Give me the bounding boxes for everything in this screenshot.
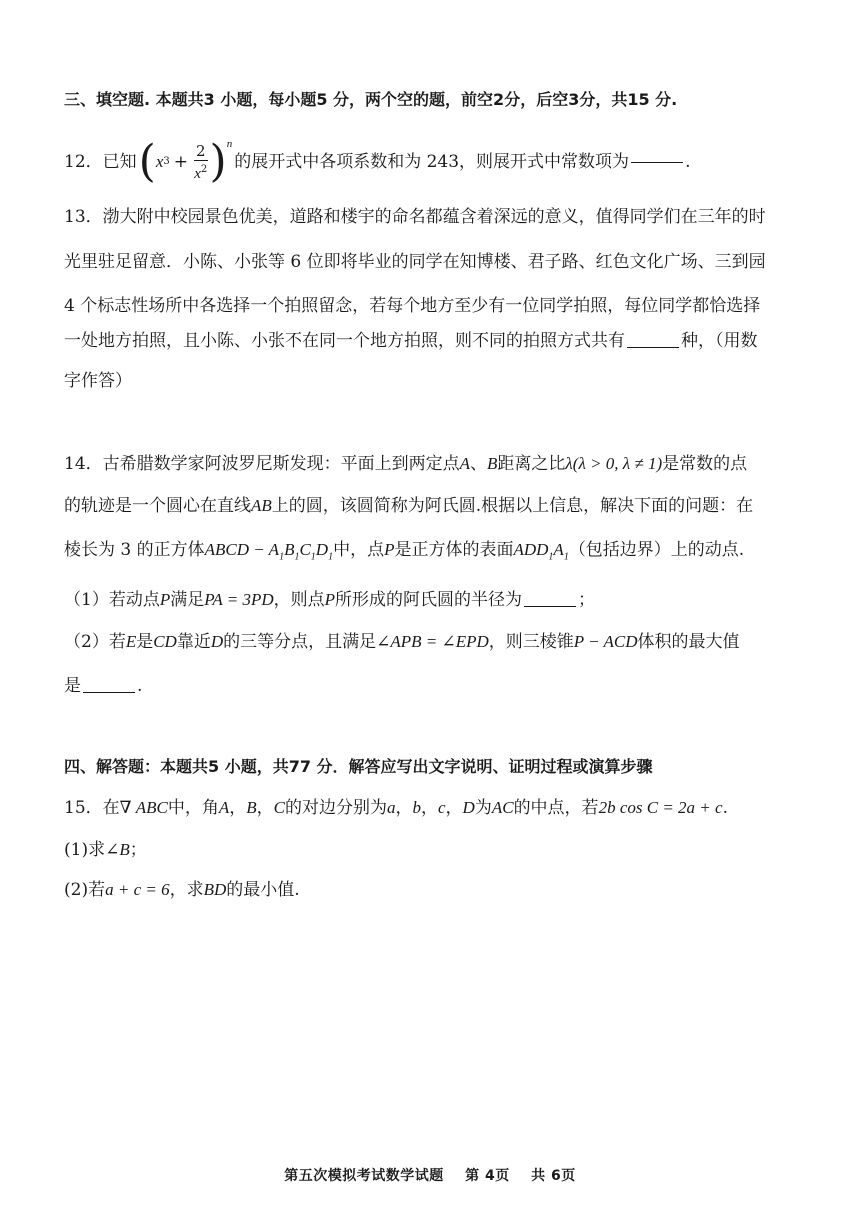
- q14-text: 上的圆，该圆简称为阿氏圆.根据以上信息，解决下面的问题：在: [271, 496, 754, 516]
- section-4-heading: 四、解答题：本题共5 小题，共77 分．解答应写出文字说明、证明过程或演算步骤: [64, 757, 653, 776]
- footer-title: 第五次模拟考试数学试题: [284, 1168, 444, 1184]
- question-13-line-4: [64, 329, 802, 353]
- side-a: a: [387, 798, 396, 817]
- formula-n: n: [226, 138, 233, 150]
- face-name: [513, 540, 569, 563]
- q15-text: 的对边分别为: [285, 798, 387, 818]
- q14-text: （1）若动点: [64, 590, 160, 610]
- q14-text: 靠近: [176, 632, 211, 652]
- q15-text: .: [722, 798, 728, 818]
- q14-text: 所形成的阿氏圆的半径为: [335, 590, 523, 610]
- segment-cd: CD: [153, 632, 177, 651]
- triangle-abc: ∇ ABC: [119, 798, 168, 817]
- comma: ，: [395, 798, 413, 818]
- q14-text: 14．古希腊数学家阿波罗尼斯发现：平面上到两定点: [64, 454, 460, 474]
- pa-equation: PA = 3PD: [204, 590, 274, 609]
- footer-page-total: 共 6页: [531, 1168, 576, 1184]
- question-13-line-4-post: 种，（用数: [681, 331, 758, 351]
- line-ab: AB: [251, 496, 272, 515]
- q14-text: ；: [578, 590, 596, 610]
- angle-a: A: [218, 798, 230, 817]
- comma: ，: [256, 798, 274, 818]
- question-13-line-5: 字作答）: [64, 371, 132, 391]
- binomial-formula: [138, 136, 233, 187]
- q14-text: ，则三棱锥: [488, 632, 574, 652]
- question-12-end: .: [685, 152, 691, 172]
- q14-text: 的三等分点，且满足: [223, 632, 377, 652]
- side-b: b: [412, 798, 421, 817]
- q15-text: (2)若: [64, 880, 106, 900]
- sub-1: 1: [563, 551, 569, 563]
- sub-1: 1: [294, 551, 300, 563]
- sub-1: 1: [328, 551, 334, 563]
- face-add: ADD: [513, 540, 549, 559]
- cosine-condition: 2b cos C = 2a + c: [598, 798, 723, 817]
- question-13-line-3: 4 个标志性场所中各选择一个拍照留念，若每个地方至少有一位同学拍照，每位同学都恰选择: [64, 296, 761, 316]
- question-14-line-1: [64, 452, 802, 476]
- section-3-heading: 三、填空题. 本题共3 小题，每小题5 分，两个空的题，前空2分，后空3分，共15 分.: [64, 90, 678, 109]
- q14-text: 是: [64, 676, 81, 696]
- point-d: D: [210, 632, 224, 651]
- angle-equation: ∠APB = ∠EPD: [376, 632, 489, 651]
- q14-text: .: [137, 676, 143, 696]
- lambda-condition: λ(λ > 0, λ ≠ 1): [565, 454, 663, 473]
- question-13-line-1: 13．渤大附中校园景色优美，道路和楼宇的命名都蕴含着深远的意义，值得同学们在三年的时: [64, 207, 766, 227]
- q15-text: ；: [129, 840, 147, 860]
- question-14-part-2-line-2: [64, 674, 802, 698]
- point-p: P: [384, 540, 395, 559]
- sub-1: 1: [548, 551, 554, 563]
- question-12-pre: 已知: [102, 152, 137, 172]
- q14-text: ，则点: [273, 590, 325, 610]
- sub-1: 1: [310, 551, 316, 563]
- footer-page-number: 第 4页: [465, 1168, 510, 1184]
- q15-text: 中，角: [167, 798, 219, 818]
- cube-d: D: [315, 540, 329, 559]
- q15-text: 15．在: [64, 798, 120, 818]
- q14-text: （2）若: [64, 632, 126, 652]
- q14-text: 中，点: [333, 540, 385, 560]
- pyramid-name: P − ACD: [573, 632, 638, 651]
- q15-text: 的中点，若: [513, 798, 599, 818]
- page-footer: [0, 1165, 860, 1185]
- q14-text: 的轨迹是一个圆心在直线: [64, 496, 251, 516]
- q14-text: 是正方体的表面: [394, 540, 514, 560]
- question-14-line-3: [64, 538, 802, 569]
- point-e: E: [125, 632, 137, 651]
- q15-text: ，求: [169, 880, 204, 900]
- question-14-part-2: [64, 630, 802, 654]
- q14-text: 满足: [170, 590, 205, 610]
- question-13-line-4-pre: 一处地方拍照，且小陈、小张不在同一个地方拍照，则不同的拍照方式共有: [64, 331, 625, 351]
- question-14-line-2: [64, 494, 802, 518]
- question-13-line-2: 光里驻足留意．小陈、小张等 6 位即将毕业的同学在知博楼、君子路、红色文化广场、三到园: [64, 252, 766, 272]
- segment-ac: AC: [491, 798, 514, 817]
- q14-text: （包括边界）上的动点.: [568, 540, 745, 560]
- question-12: [64, 136, 802, 187]
- formula-fraction: [194, 142, 208, 183]
- denominator-x: x: [194, 165, 201, 182]
- q15-text: 为: [474, 798, 492, 818]
- comma: ，: [229, 798, 247, 818]
- question-15-part-2: [64, 878, 802, 902]
- q14-text: 体积的最大值: [637, 632, 740, 652]
- fraction-denominator: [194, 161, 207, 183]
- sub-1: 1: [279, 551, 285, 563]
- segment-bd: BD: [203, 880, 227, 899]
- question-12-number: 12．: [64, 152, 103, 172]
- face-a: A: [553, 540, 564, 559]
- sum-condition: a + c = 6: [105, 880, 170, 899]
- formula-x-exp: 3: [163, 156, 170, 167]
- angle-b: B: [246, 798, 257, 817]
- cube-b: B: [284, 540, 295, 559]
- cube-a: ABCD − A: [204, 540, 280, 559]
- q15-text: (1)求: [64, 840, 106, 860]
- answer-blank[interactable]: [627, 346, 679, 348]
- answer-blank[interactable]: [83, 691, 135, 693]
- q15-text: 的最小值.: [226, 880, 300, 900]
- answer-blank[interactable]: [524, 605, 576, 607]
- point-d: D: [462, 798, 475, 817]
- right-paren: ): [209, 136, 227, 187]
- question-12-post: 的展开式中各项系数和为 243，则展开式中常数项为: [234, 152, 630, 172]
- question-15: [64, 796, 802, 820]
- comma: ，: [421, 798, 438, 818]
- q14-text: 距离之比: [497, 454, 566, 474]
- point-p: P: [159, 590, 171, 609]
- formula-plus: +: [173, 152, 188, 172]
- question-15-part-1: [64, 838, 802, 862]
- angle-b-symbol: ∠B: [105, 840, 130, 859]
- denominator-exp: 2: [200, 163, 208, 175]
- left-paren: (: [138, 136, 156, 187]
- formula-x: x: [155, 152, 164, 171]
- point-a: A: [459, 454, 471, 473]
- fraction-numerator: 2: [195, 141, 206, 160]
- angle-c: C: [273, 798, 285, 817]
- separator: 、: [470, 454, 488, 474]
- point-p: P: [324, 590, 336, 609]
- q14-text: 是: [136, 632, 154, 652]
- q14-text: 棱长为 3 的正方体: [64, 540, 205, 560]
- q14-text: 是常数的点: [662, 454, 748, 474]
- question-14-part-1: [64, 588, 802, 612]
- answer-blank[interactable]: [631, 161, 683, 163]
- cube-name: [204, 540, 334, 563]
- cube-c: C: [299, 540, 311, 559]
- side-c: c: [438, 798, 446, 817]
- comma: ，: [445, 798, 463, 818]
- point-b: B: [487, 454, 498, 473]
